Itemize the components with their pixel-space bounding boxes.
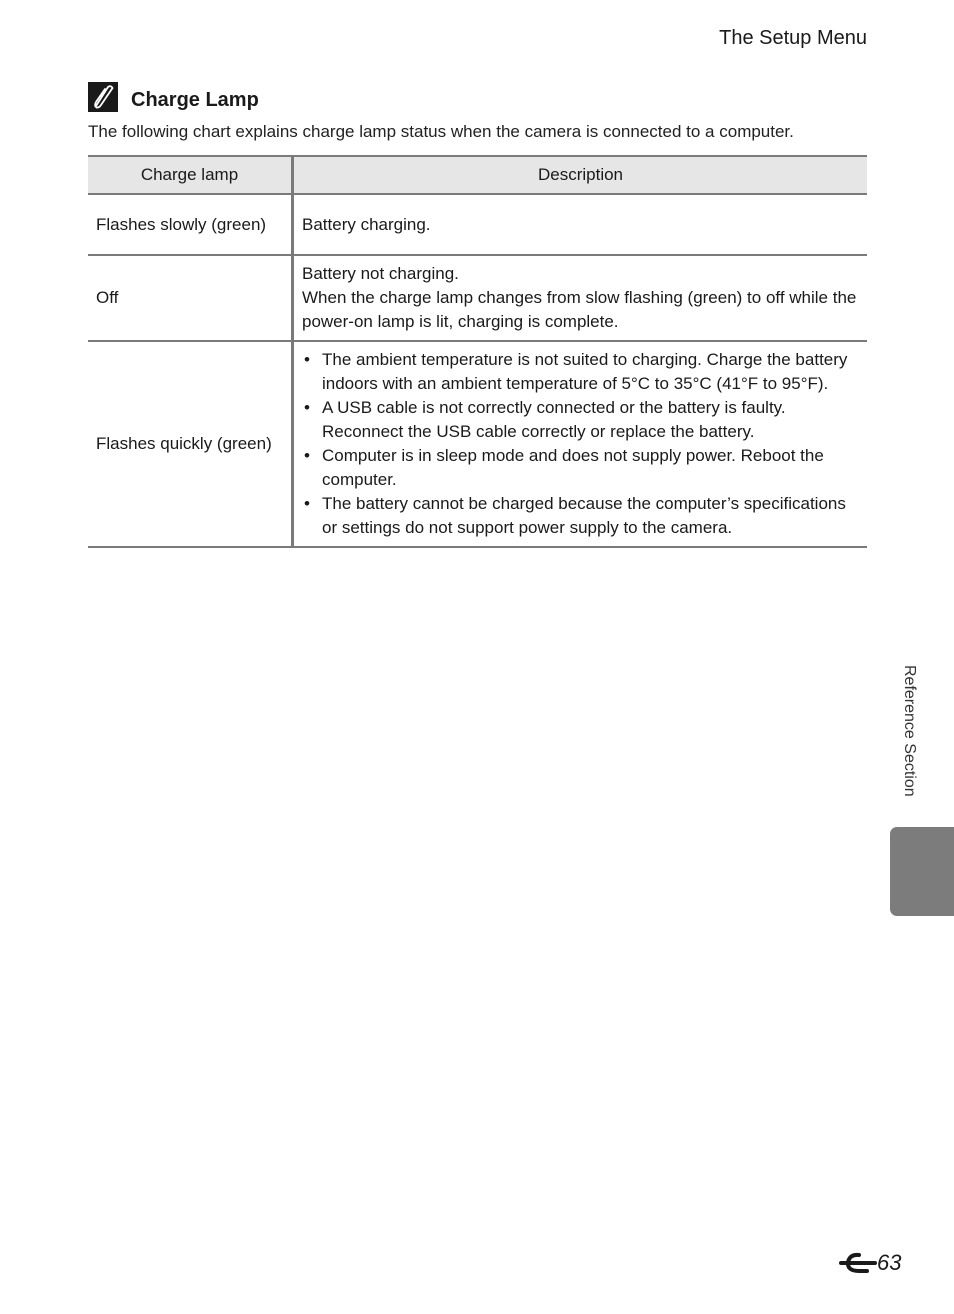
table-header-row [88,156,867,194]
description-cell [293,255,868,341]
note-pencil-icon [88,82,118,112]
table-row [88,341,867,547]
description-text: Battery charging. [302,214,431,234]
column-header-charge-lamp: Charge lamp [88,156,293,194]
description-cell [293,194,868,255]
description-text: When the charge lamp changes from slow flashing (green) to off while the power-on lamp is lit, charging is complete. [302,288,857,331]
section-title: Charge Lamp [131,88,259,111]
section-heading [88,82,259,112]
page-header-title: The Setup Menu [719,27,867,49]
table-row [88,194,867,255]
list-item: • The battery cannot be charged because the computer’s specifications or settings do not support power supply to the camera. [302,492,859,540]
charge-lamp-table [88,155,867,548]
column-header-description: Description [293,156,868,194]
page-number-text: 63 [877,1250,902,1275]
side-section-tab [890,827,954,916]
intro-paragraph: The following chart explains charge lamp status when the camera is connected to a computer. [88,122,794,141]
lamp-status-cell: Flashes slowly (green) [88,194,293,255]
reference-e-icon [839,1251,877,1275]
description-cell [293,341,868,547]
description-text: Battery not charging. [302,264,459,283]
list-item: • A USB cable is not correctly connected or the battery is faulty. Reconnect the USB cable correctly or replace the battery. [302,396,859,444]
page-number [839,1250,901,1276]
description-bullet-list [302,348,859,540]
lamp-status-cell: Flashes quickly (green) [88,341,293,547]
side-section-label: Reference Section [901,665,918,797]
table-row [88,255,867,341]
list-item: • Computer is in sleep mode and does not supply power. Reboot the computer. [302,444,859,492]
lamp-status-cell: Off [88,255,293,341]
list-item: • The ambient temperature is not suited to charging. Charge the battery indoors with an ambient temperature of 5°C to 35°C (41°F to 95°F). [302,348,859,396]
